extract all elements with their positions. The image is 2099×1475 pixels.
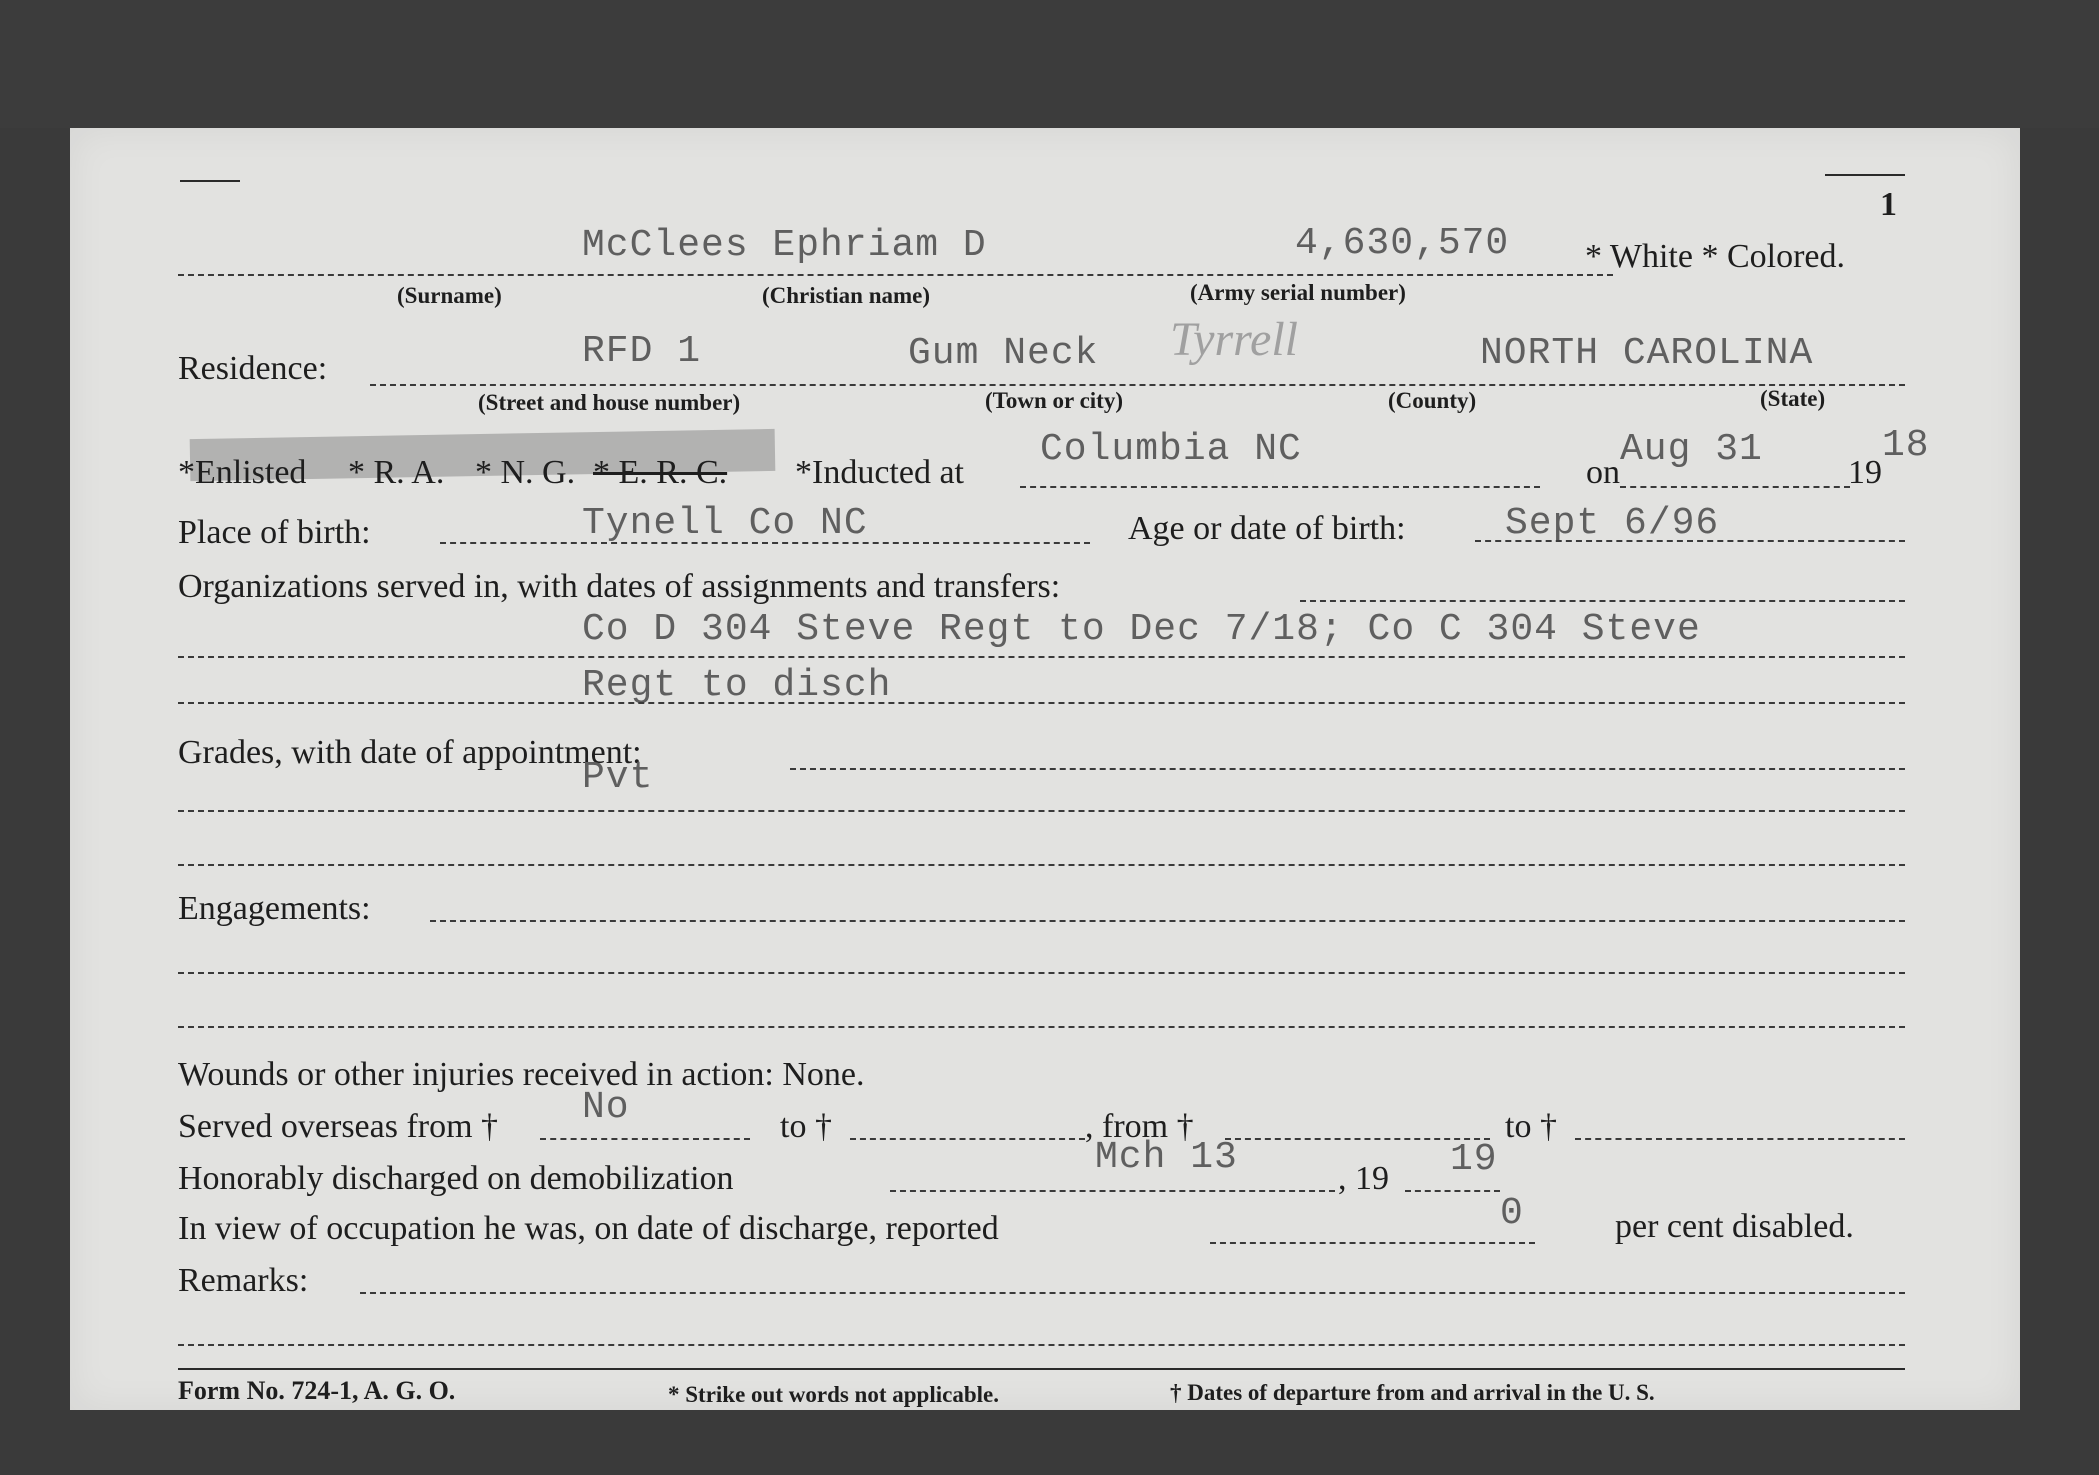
inducted-date: Aug 31 [1620, 428, 1763, 471]
disability-label: In view of occupation he was, on date of discharge, reported [178, 1210, 999, 1247]
engagements-line-2 [178, 1026, 1905, 1028]
christian-name-label: (Christian name) [762, 283, 931, 308]
erc-option: * E. R. C. [593, 454, 728, 491]
disability-value: 0 [1500, 1192, 1524, 1235]
inducted-date-line [1620, 486, 1850, 488]
engagements-line-1 [178, 972, 1905, 974]
state-label: (State) [1760, 386, 1826, 411]
birth-date: Sept 6/96 [1505, 502, 1720, 545]
grades-label: Grades, with date of appointment: [178, 734, 642, 771]
soldier-name: McClees Ephriam D [582, 224, 987, 267]
birth-date-label: Age or date of birth: [1128, 510, 1406, 547]
inducted-label: *Inducted at [795, 454, 964, 491]
footer-note-strike: * Strike out words not applicable. [668, 1382, 999, 1407]
overseas-from-line [540, 1138, 750, 1140]
top-right-rule [1825, 174, 1905, 176]
enlisted-option: Enlisted [195, 454, 307, 491]
grade-value: Pvt [582, 756, 654, 799]
overseas-label: Served overseas from † [178, 1108, 499, 1145]
organizations-rule-1 [178, 656, 1905, 658]
discharge-date-line [890, 1190, 1335, 1192]
race-options: * White * Colored. [1585, 238, 1845, 275]
background-top [0, 0, 2099, 128]
overseas-to-line-2 [1575, 1138, 1905, 1140]
residence-label: Residence: [178, 350, 328, 387]
residence-state: NORTH CAROLINA [1480, 332, 1814, 375]
name-line [178, 274, 1613, 276]
remarks-label: Remarks: [178, 1262, 309, 1299]
footer-rule [178, 1368, 1905, 1370]
disability-suffix: per cent disabled. [1615, 1208, 1854, 1245]
birth-date-line [1475, 540, 1905, 542]
serial-label: (Army serial number) [1190, 280, 1406, 305]
engagements-label: Engagements: [178, 890, 371, 927]
overseas-to-label-1: to † [780, 1108, 832, 1145]
wounds-label: Wounds or other injuries received in action: None. [178, 1056, 865, 1093]
discharge-year-prefix: , 19 [1338, 1160, 1389, 1197]
discharge-label: Honorably discharged on demobilization [178, 1160, 734, 1197]
discharge-year-line [1405, 1190, 1500, 1192]
remarks-line-1 [178, 1344, 1905, 1346]
grades-line-0 [790, 768, 1905, 770]
inducted-place: Columbia NC [1040, 428, 1302, 471]
residence-line [370, 384, 1905, 386]
on-label: on [1586, 454, 1620, 491]
discharge-year: 19 [1450, 1138, 1498, 1181]
overseas-from-label-2: , from † [1085, 1108, 1194, 1145]
residence-town: Gum Neck [908, 332, 1099, 375]
remarks-line-0 [360, 1292, 1905, 1294]
organizations-line-1: Co D 304 Steve Regt to Dec 7/18; Co C 304 Steve [582, 608, 1701, 651]
record-card [70, 128, 2020, 1410]
birth-place-label: Place of birth: [178, 514, 371, 551]
enlisted-star: * [178, 454, 195, 491]
organizations-label: Organizations served in, with dates of assignments and transfers: [178, 568, 1061, 605]
footer-note-dates: † Dates of departure from and arrival in the U. S. [1170, 1380, 1655, 1405]
inducted-place-line [1020, 486, 1540, 488]
overseas-to-line-1 [850, 1138, 1085, 1140]
residence-street: RFD 1 [582, 330, 702, 373]
organizations-line-0 [1300, 600, 1905, 602]
grades-line-2 [178, 864, 1905, 866]
county-label: (County) [1388, 388, 1477, 413]
inducted-year-prefix: 19 [1848, 454, 1882, 491]
overseas-to-label-2: to † [1505, 1108, 1557, 1145]
birth-place: Tynell Co NC [582, 502, 868, 545]
army-serial-number: 4,630,570 [1295, 222, 1510, 265]
residence-county: Tyrrell [1170, 313, 1298, 366]
grades-line-1 [178, 810, 1905, 812]
form-number: Form No. 724-1, A. G. O. [178, 1376, 456, 1405]
engagements-line-0 [430, 920, 1905, 922]
street-label: (Street and house number) [478, 390, 741, 415]
inducted-year: 18 [1882, 424, 1930, 467]
background-bottom [0, 1410, 2099, 1475]
ra-option: * R. A. [348, 454, 445, 491]
ng-option: * N. G. [475, 454, 576, 491]
birth-place-line [440, 542, 1090, 544]
disability-line [1210, 1242, 1535, 1244]
top-left-rule [180, 180, 240, 182]
overseas-from-value: No [582, 1086, 630, 1129]
page-number: 1 [1880, 186, 1897, 223]
organizations-rule-2 [178, 702, 1905, 704]
town-label: (Town or city) [985, 388, 1123, 413]
discharge-date: Mch 13 [1095, 1136, 1238, 1179]
organizations-line-2: Regt to disch [582, 664, 892, 707]
surname-label: (Surname) [397, 283, 502, 308]
